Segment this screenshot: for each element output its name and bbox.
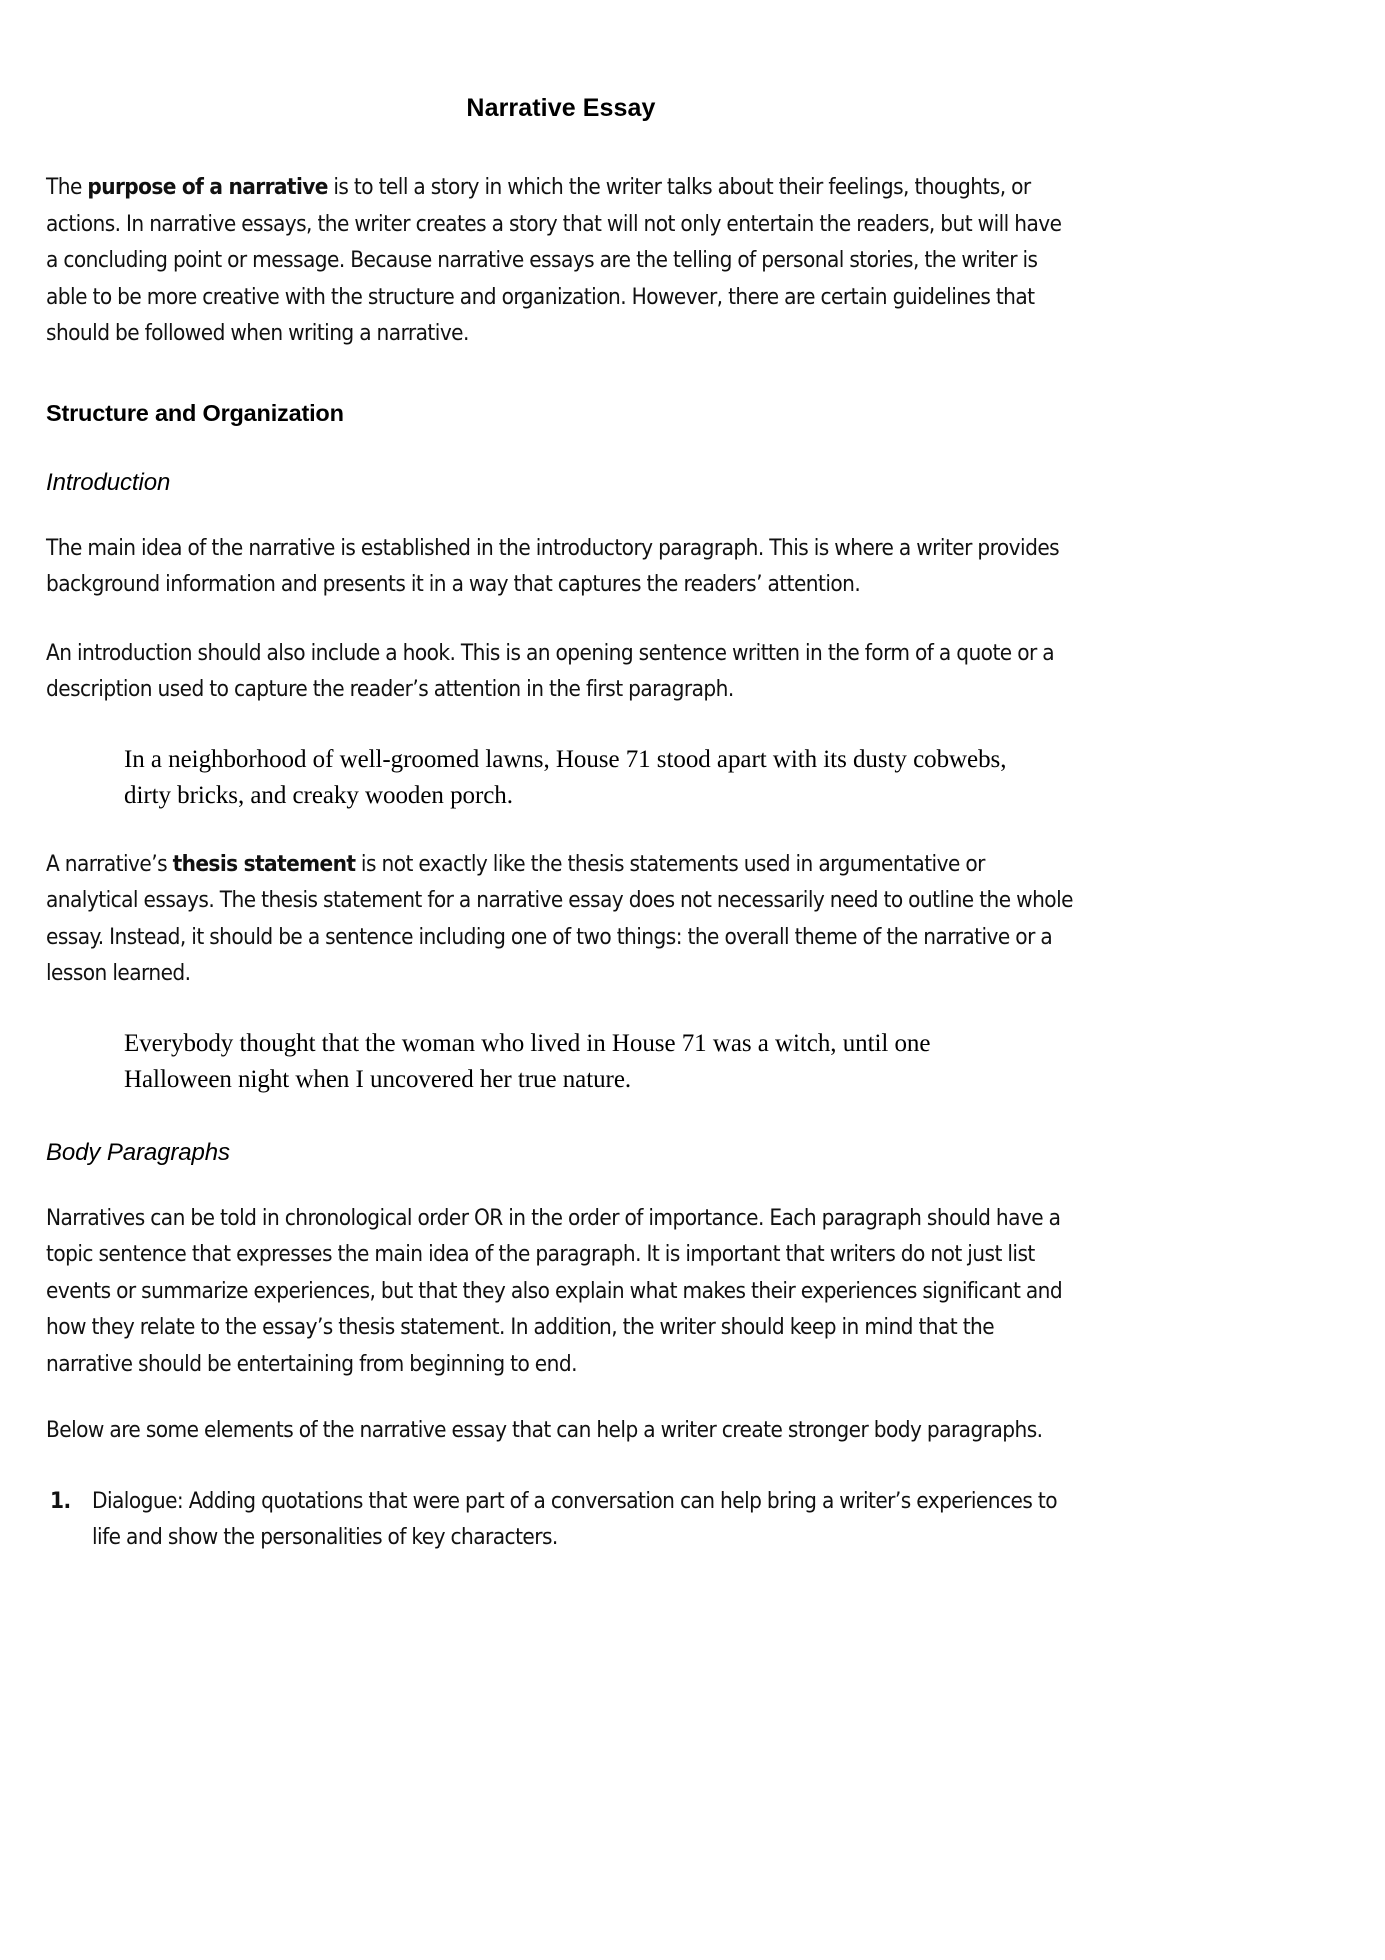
list-item (46, 1483, 1076, 1556)
paragraph-thesis (46, 846, 1076, 992)
subheading-body-paragraphs: Body Paragraphs (46, 1138, 230, 1166)
quote-example-thesis: Everybody thought that the woman who lived in House 71 was a witch, until one Halloween night when I uncovered her true nature. (124, 1029, 931, 1093)
paragraph-purpose-rest: is to tell a story in which the writer talks about their feelings, thoughts, or actions. In narrative essays, the writer creates a story that will not only entertain the readers, but will have a concluding point or message. Because narrative essays are the telling of personal stories, the writer is able to be more creative with the structure and organization. However, there are certain guidelines that should be followed when writing a narrative. (46, 174, 1062, 346)
heading-structure-and-organization: Structure and Organization (46, 399, 344, 426)
page-title: Narrative Essay (466, 94, 656, 122)
paragraph-thesis-lead: A narrative’s (46, 850, 173, 877)
paragraph-body-guidance: Narratives can be told in chronological order OR in the order of importance. Each paragraph should have a topic sentence that expresses the main idea of the paragraph. It is important that writers do not just list events or summarize experiences, but that they also explain what makes their experiences significant and how they relate to the essay’s thesis statement. In addition, the writer should keep in mind that the narrative should be entertaining from beginning to end. (46, 1204, 1063, 1377)
elements-list (46, 1483, 1076, 1556)
document-content (46, 0, 1076, 1556)
list-item-marker: 1. (50, 1487, 71, 1514)
paragraph-thesis-rest: is not exactly like the thesis statements used in argumentative or analytical essays. The thesis statement for a narrative essay does not necessarily need to outline the whole essay. Instead, it should be a sentence including one of two things: the overall theme of the narrative or a lesson learned. (46, 850, 1073, 986)
list-item-text: Dialogue: Adding quotations that were part of a conversation can help bring a writer’s experiences to life and show the personalities of key characters. (92, 1487, 1057, 1550)
paragraph-thesis-emphasis: thesis statement (172, 850, 356, 877)
paragraph-purpose-emphasis: purpose of a narrative (87, 174, 328, 200)
paragraph-hook: An introduction should also include a hook. This is an opening sentence written in the form of a quote or a description used to capture the reader’s attention in the first paragraph. (46, 639, 1055, 702)
paragraph-purpose (46, 169, 1076, 352)
paragraph-elements-intro: Below are some elements of the narrative essay that can help a writer create stronger body paragraphs. (46, 1417, 1043, 1443)
paragraph-main-idea: The main idea of the narrative is established in the introductory paragraph. This is where a writer provides background information and presents it in a way that captures the readers’ attention. (46, 534, 1060, 597)
quote-example-hook: In a neighborhood of well-groomed lawns, House 71 stood apart with its dusty cobwebs, dirty bricks, and creaky wooden porch. (124, 745, 1007, 809)
subheading-introduction: Introduction (46, 468, 171, 496)
paragraph-purpose-lead: The (46, 174, 88, 200)
